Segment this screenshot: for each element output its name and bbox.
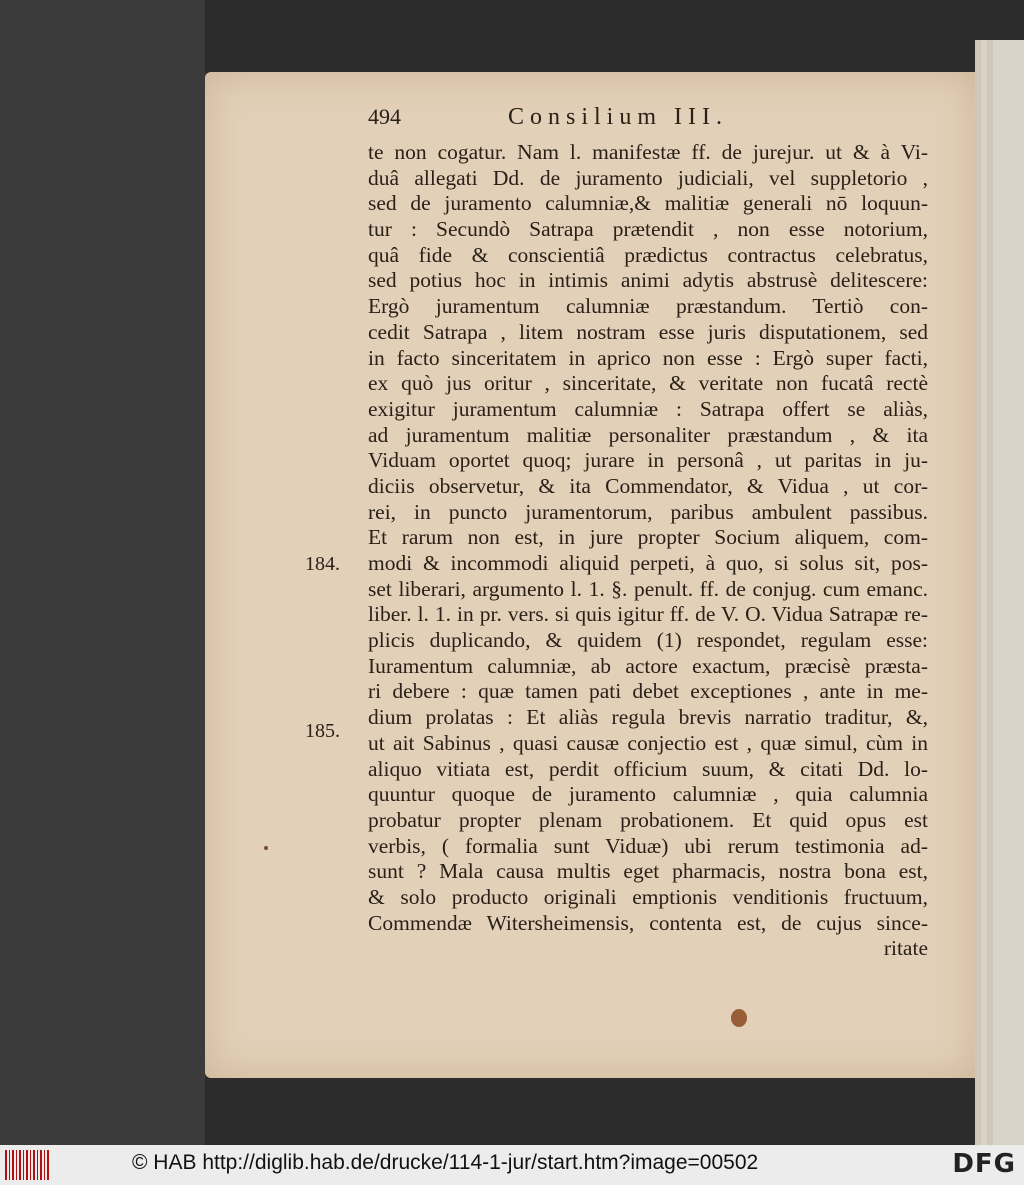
text-line: ut ait Sabinus , quasi causæ conjectio est , quæ simul, cùm in xyxy=(368,730,928,755)
text-line: Viduam oportet quoq; jurare in personâ , ut paritas in ju- xyxy=(368,448,928,473)
text-line: ad juramentum malitiæ personaliter præstandum , & ita xyxy=(368,422,928,447)
catchword: ritate xyxy=(883,936,928,961)
text-line: aliquo vitiata est, perdit officium suum, & citati Dd. lo- xyxy=(368,756,928,781)
margin-note: 185. xyxy=(305,720,340,742)
text-line: set liberari, argumento l. 1. §. penult. ff. de conjug. cum emanc. xyxy=(368,576,928,601)
text-line: verbis, ( formalia sunt Viduæ) ubi rerum testimonia ad- xyxy=(368,833,928,858)
text-line: Commendæ Witersheimensis, contenta est, de cujus since- xyxy=(368,910,928,935)
text-line: Ergò juramentum calumniæ præstandum. Tertiò con- xyxy=(368,294,928,319)
viewer-footer xyxy=(0,1145,1024,1185)
text-line: ri debere : quæ tamen pati debet exceptiones , ante in me- xyxy=(368,679,928,704)
text-line: liber. l. 1. in pr. vers. si quis igitur ff. de V. O. Vidua Satrapæ re- xyxy=(368,602,928,627)
text-line: tur : Secundò Satrapa prætendit , non esse notorium, xyxy=(368,217,928,242)
page-number: 494 xyxy=(368,104,401,129)
text-line: cedit Satrapa , litem nostram esse juris disputationem, sed xyxy=(368,319,928,344)
text-line: exigitur juramentum calumniæ : Satrapa offert se aliàs, xyxy=(368,396,928,421)
text-line: quuntur quoque de juramento calumniæ , quia calumnia xyxy=(368,782,928,807)
page-edge-strip xyxy=(987,40,993,1145)
page-edge-strip xyxy=(975,40,981,1145)
text-line: ex quò jus oritur , sinceritate, & veritate non fucatâ rectè xyxy=(368,371,928,396)
page-title: Consilium III. xyxy=(508,104,728,130)
text-line: modi & incommodi aliquid perpeti, à quo, si solus sit, pos- xyxy=(368,551,928,575)
text-line: sed potius hoc in intimis animi adytis abstrusè delitescere: xyxy=(368,268,928,293)
margin-note: 184. xyxy=(305,553,340,575)
text-line: probatur propter plenam probationem. Et quid opus est xyxy=(368,807,928,832)
ink-dot xyxy=(264,846,268,850)
text-line: te non cogatur. Nam l. manifestæ ff. de jurejur. ut & à Vi- xyxy=(368,140,928,164)
text-line: in facto sinceritatem in aprico non esse : Ergò super facti, xyxy=(368,345,928,370)
text-line: rei, in puncto juramentorum, paribus ambulent passibus. xyxy=(368,499,928,524)
dfg-logo: DFG xyxy=(952,1149,1016,1179)
text-line: & solo producto originali emptionis venditionis fructuum, xyxy=(368,884,928,909)
barcode-icon xyxy=(5,1150,49,1180)
text-line: duâ allegati Dd. de juramento judiciali, vel suppletorio , xyxy=(368,165,928,190)
text-line: quâ fide & conscientiâ prædictus contractus celebratus, xyxy=(368,242,928,267)
text-line: Iuramentum calumniæ, ab actore exactum, præcisè præsta- xyxy=(368,653,928,678)
copyright-link[interactable]: © HAB http://diglib.hab.de/drucke/114-1-jur/start.htm?image=00502 xyxy=(132,1151,759,1174)
text-line: dium prolatas : Et aliàs regula brevis narratio traditur, &, xyxy=(368,705,928,730)
adjacent-page-edge xyxy=(975,40,1024,1145)
viewer-left-margin xyxy=(0,0,205,1145)
text-line: sunt ? Mala causa multis eget pharmacis, nostra bona est, xyxy=(368,859,928,884)
body-text xyxy=(368,140,928,962)
text-line: diciis observetur, & ita Commendator, & Vidua , ut cor- xyxy=(368,473,928,498)
text-line: plicis duplicando, & quidem (1) respondet, regulam esse: xyxy=(368,628,928,653)
ink-stain xyxy=(731,1009,747,1027)
text-line: sed de juramento calumniæ,& malitiæ generali nō loquun- xyxy=(368,191,928,216)
text-line: Et rarum non est, in jure propter Socium aliquem, com- xyxy=(368,525,928,550)
